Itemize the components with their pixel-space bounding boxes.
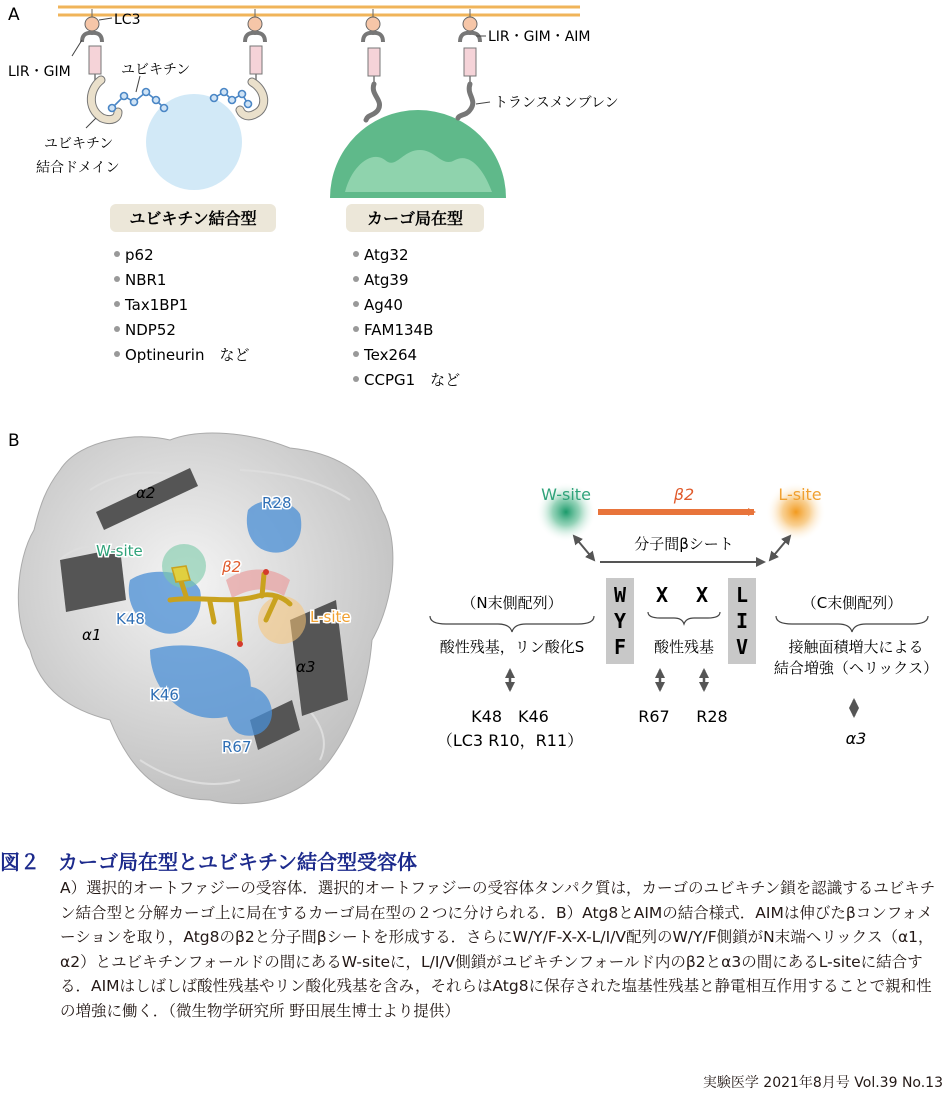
- acidic-atom: [237, 641, 243, 647]
- c-term-label: （C末側配列）: [801, 594, 903, 612]
- motif-x2: X: [695, 583, 709, 607]
- r67-schematic: R67: [638, 707, 670, 726]
- list-item: Atg32: [364, 246, 409, 264]
- list-item: CCPG1 など: [364, 371, 461, 389]
- cargo-group-title: カーゴ局在型: [366, 209, 464, 228]
- ubiquitin-label: ユビキチン: [121, 62, 191, 78]
- beta2-label: β2: [222, 558, 242, 576]
- panel-a-label: A: [8, 5, 20, 25]
- ub-binding-domain-line2: 結合ドメイン: [36, 160, 120, 176]
- motif-l: L: [735, 583, 749, 607]
- list-item: Ag40: [364, 296, 403, 314]
- receptor-cargo-right: [458, 9, 480, 118]
- lir-gim-aim-label: LIR・GIM・AIM: [488, 29, 591, 45]
- receptor-cargo-left: [363, 9, 383, 120]
- list-item: NBR1: [125, 271, 167, 289]
- sheet-label: 分子間βシート: [634, 535, 734, 553]
- motif-x1: X: [655, 583, 669, 607]
- n-term-label: （N末側配列）: [461, 594, 563, 612]
- ub-binding-domain-line1: ユビキチン: [44, 136, 114, 152]
- caption-body: [60, 876, 944, 1023]
- list-item: Tax1BP1: [125, 296, 189, 314]
- r67-label: R67: [222, 738, 252, 756]
- caption-heading: カーゴ局在型とユビキチン結合型受容体: [58, 850, 417, 874]
- a3-schematic: α3: [845, 729, 867, 748]
- k46-label: K46: [150, 686, 179, 704]
- ub-group-title: ユビキチン結合型: [129, 209, 257, 228]
- list-item: FAM134B: [364, 321, 434, 339]
- contact-line2: 結合増強（ヘリックス）: [773, 659, 939, 677]
- caption-text: A）選択的オートファジーの受容体．選択的オートファジーの受容体タンパク質は，カーゴのユビキチン鎖を認識するユビキチン結合型と分解カーゴ上に局在するカーゴ局在型の２つに分けられる．B）Atg8とAIMの結合様式．AIMは伸びたβコンフォメーションを取り，Atg8のβ2と分子間βシートを形成する．さらにW/Y/F-X-X-L/I/V配列のW/Y/F側鎖がN末端ヘリックス（α1，α2）とユビキチンフォールドの間にあるW-siteに，L/I/V側鎖がユビキチンフォールド内のβ2とα3の間にあるL-siteに結合する．AIMはしばしば酸性残基やリン酸化残基を含み，それらはAtg8に保存された塩基性残基と静電相互作用することで親和性の増強に働く．（微生物学研究所 野田展生博士より提供）: [60, 879, 936, 1020]
- journal-footer: 実験医学 2021年8月号 Vol.39 No.13: [702, 1075, 943, 1091]
- alpha1-label: α1: [82, 626, 102, 644]
- ub-group-list: [114, 246, 249, 364]
- receptor-ub-right: [240, 9, 265, 116]
- w-site-label: W-site: [96, 542, 143, 560]
- w-link-arrow: [574, 536, 594, 560]
- transmembrane-label: トランスメンブレン: [494, 95, 619, 111]
- mitochondrion-cargo: [330, 110, 506, 198]
- motif-y: Y: [613, 609, 627, 633]
- l-site-label: L-site: [310, 608, 351, 626]
- list-item: Optineurin など: [125, 346, 250, 364]
- contact-line1: 接触面積増大による: [788, 638, 924, 656]
- list-item: NDP52: [125, 321, 176, 339]
- list-item: p62: [125, 246, 154, 264]
- lc3-residues-label: （LC3 R10，R11）: [436, 731, 584, 750]
- r28-schematic: R28: [696, 707, 728, 726]
- motif-f: F: [613, 635, 627, 659]
- acidic-label: 酸性残基: [653, 638, 715, 656]
- caption-title: [0, 846, 417, 875]
- cargo-group-list: [353, 246, 460, 389]
- alpha3-label: α3: [296, 658, 316, 676]
- receptor-ub-left: [82, 9, 118, 120]
- lir-gim-label: LIR・GIM: [8, 64, 71, 80]
- r28-label: R28: [262, 494, 292, 512]
- alpha2-label: α2: [136, 484, 156, 502]
- motif-v: V: [735, 635, 749, 659]
- k48-label: K48: [116, 610, 145, 628]
- braces: [430, 612, 928, 632]
- list-item: Atg39: [364, 271, 409, 289]
- list-item: Tex264: [364, 346, 418, 364]
- acidic-atom: [263, 569, 269, 575]
- schematic-w-site: W-site: [541, 485, 591, 504]
- schematic-l-site: L-site: [778, 485, 822, 504]
- caption-number: 図２: [0, 850, 40, 874]
- k-residues-label: K48 K46: [471, 707, 549, 726]
- motif-w: W: [613, 583, 627, 607]
- acidic-phos-label: 酸性残基，リン酸化S: [439, 638, 585, 656]
- aim-side-chains: [172, 566, 190, 582]
- motif-i: I: [735, 609, 749, 633]
- panel-b-label: B: [8, 431, 20, 451]
- l-link-arrow: [770, 536, 790, 560]
- schematic-beta2: β2: [673, 485, 695, 504]
- lc3-label: LC3: [114, 12, 141, 28]
